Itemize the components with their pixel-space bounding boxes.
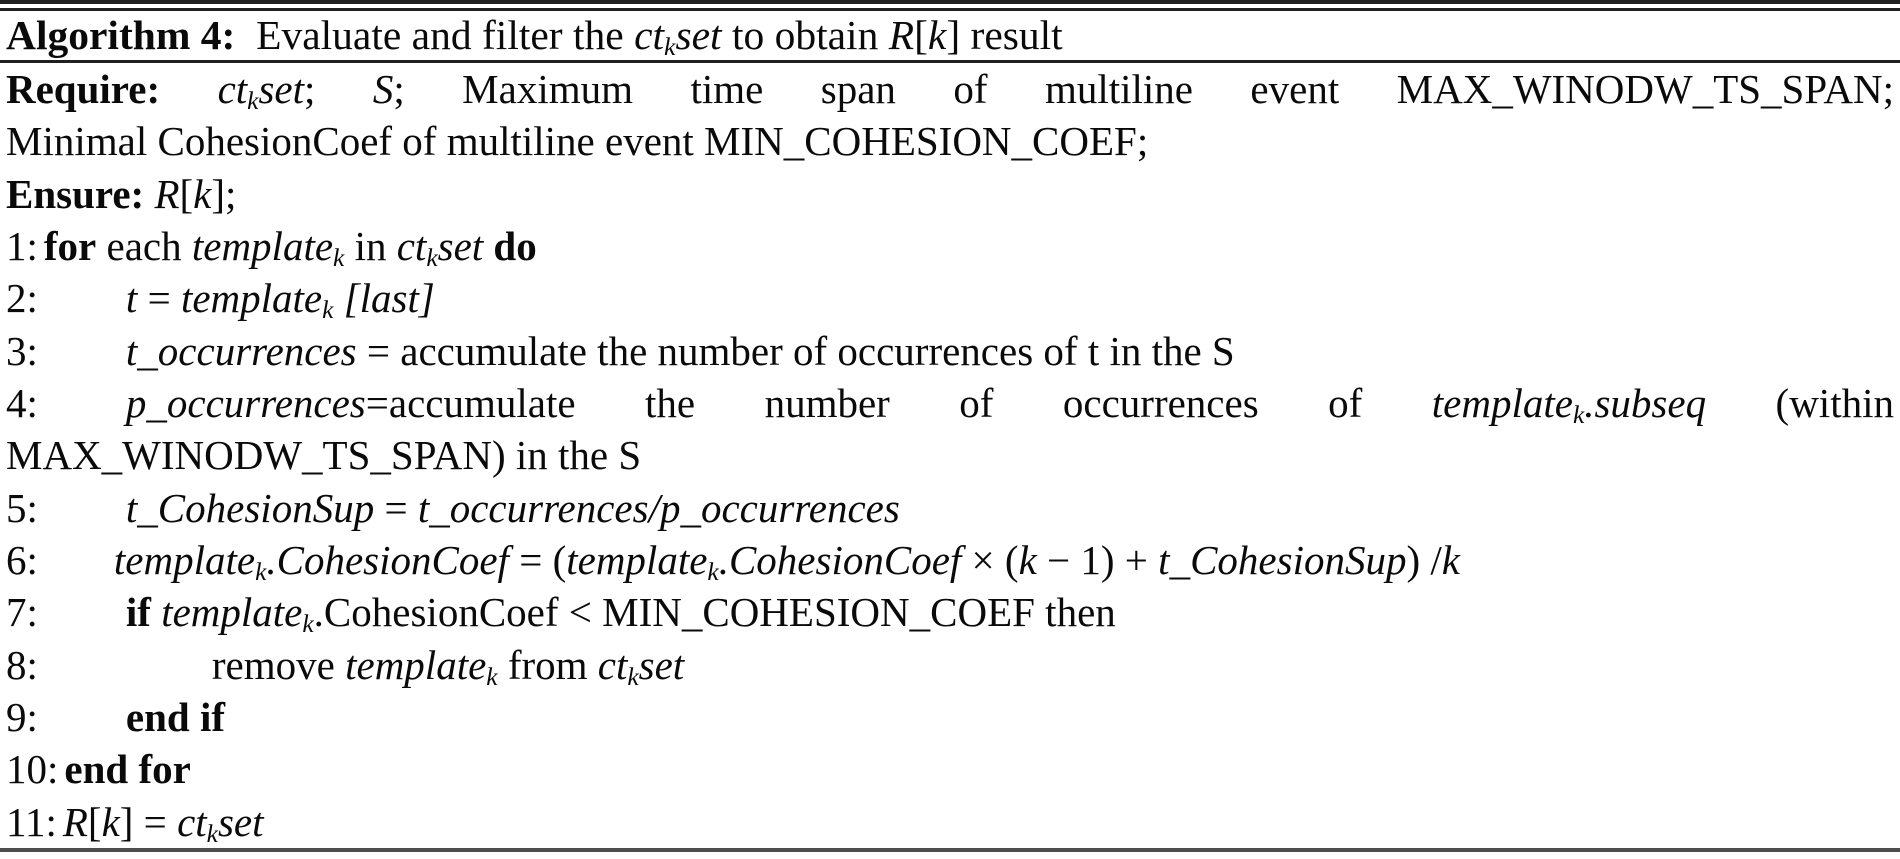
text-segment: for [43,222,97,269]
text-segment: remove [211,641,346,688]
text-segment: template [180,275,323,322]
subscript: k [206,819,218,848]
algorithm-line-line-9 [6,691,1894,743]
algorithm-line-line-3 [6,325,1894,377]
text-segment: set [258,66,304,112]
text-segment: R [154,170,180,217]
algorithm-line-line-4 [6,377,1894,429]
subscript: k [707,558,719,587]
text-segment: [ [333,275,360,322]
text-segment: t_occurrences [417,484,649,531]
text-segment: to obtain [721,12,889,58]
bottom-rule [0,848,1900,852]
text-segment: set [217,798,264,845]
text-segment: =accumulate the number of occurrences of [365,379,1432,426]
text-segment: Ensure: [6,170,145,217]
algorithm-line-require-continued [6,115,1894,167]
line-number: 6: [6,536,38,583]
text-segment: ; Maximum time span of multiline event MAX_WINODW_TS_SPAN; [393,66,1895,112]
text-segment: last [359,275,419,322]
indent-spacer [38,730,126,731]
text-segment: ct [597,641,628,688]
algorithm-line-line-11 [6,796,1894,848]
algorithm-line-line-2 [6,272,1894,324]
text-segment: [ [179,170,194,217]
text-segment: template [1431,379,1573,426]
text-segment: .CohesionCoef < MIN_COHESION_COEF then [313,589,1116,636]
text-segment: p_occurrences [659,484,900,531]
line-number: 3: [6,327,38,374]
algorithm-line-line-5 [6,482,1894,534]
text-segment: ] [946,12,961,58]
text-segment: end for [64,746,191,793]
text-segment: .CohesionCoef [266,536,509,583]
text-segment: template [161,589,303,636]
text-segment: = [374,484,418,531]
line-number: 9: [6,693,38,740]
text-segment: t [125,275,138,322]
text-segment: k [927,12,947,58]
text-segment: R [888,12,915,58]
subscript: k [627,662,639,691]
algorithm-title [0,11,1900,60]
subscript: k [1572,401,1585,430]
text-segment: do [493,222,537,269]
text-segment: t_CohesionSup [1158,536,1407,583]
text-segment: k [193,170,212,217]
text-segment: t_occurrences [125,327,357,374]
text-segment: / [648,484,660,531]
subscript: k [486,662,498,691]
text-segment: .CohesionCoef [718,536,962,583]
text-segment: set [675,12,722,58]
line-number: 8: [6,641,38,688]
text-segment: = accumulate the number of occurrences of t in the S [356,327,1235,374]
indent-spacer [38,625,126,626]
indent-spacer [38,311,126,312]
subscript: k [333,244,345,273]
text-segment: [ [87,798,102,845]
text-segment: ] = [119,798,178,845]
text-segment: if [125,589,151,636]
indent-spacer [38,416,126,417]
algorithm-line-ensure [6,168,1894,220]
text-segment: ct [396,222,427,269]
line-number: 5: [6,484,38,531]
subscript: k [322,296,334,325]
text-segment: − 1) + [1036,536,1159,583]
line-number: 10: [6,746,59,793]
text-segment [151,589,161,635]
text-segment: [ [914,12,928,58]
text-segment: Require: [6,66,161,112]
text-segment: Minimal CohesionCoef of multiline event MIN_COHESION_COEF; [6,118,1149,165]
indent-spacer [38,364,126,365]
text-segment: ] [418,275,435,322]
line-number: 2: [6,275,38,322]
text-segment: = [137,275,181,322]
text-segment: set [437,222,484,269]
text-segment: ct [217,66,248,112]
text-segment: end if [125,693,226,740]
text-segment: result [960,12,1063,58]
line-number: 1: [6,222,38,269]
text-segment: ) / [1406,536,1442,583]
subscript: k [302,610,314,639]
text-segment: t_CohesionSup [125,484,375,531]
text-segment: k [1018,536,1037,583]
text-segment: R [62,798,88,845]
indent-spacer [38,521,126,522]
text-segment [144,171,154,217]
algorithm-line-line-6 [6,534,1894,586]
algorithm-line-line-7 [6,586,1894,638]
text-segment: ct [634,12,665,58]
algorithm-body [0,63,1900,848]
text-segment: p_occurrences [125,379,366,426]
text-segment [483,223,493,269]
subscript: k [247,87,259,116]
algorithm-line-line-10 [6,743,1894,795]
text-segment: (within [1706,379,1894,426]
text-segment: ; [304,66,373,112]
text-segment: template [566,536,708,583]
text-segment: k [1441,536,1460,583]
text-segment: in [344,222,397,269]
subscript: k [255,558,267,587]
text-segment: set [638,641,685,688]
text-segment: Algorithm 4: [6,12,236,58]
text-segment [160,66,217,112]
algorithm-line-require [6,63,1894,115]
algorithm-line-line-4-continued [6,429,1894,481]
indent-spacer [38,678,212,679]
text-segment: each [96,222,192,269]
text-segment: = ( [508,536,567,583]
text-segment: S [372,66,394,112]
text-segment: .subseq [1584,379,1707,426]
line-number: 4: [6,379,38,426]
line-number: 7: [6,589,38,636]
text-segment: ct [177,798,207,845]
indent-spacer [38,573,114,574]
text-segment: template [345,641,487,688]
text-segment: MAX_WINODW_TS_SPAN) in the S [6,432,642,479]
algorithm-line-line-8 [6,639,1894,691]
line-number: 11: [6,798,57,845]
subscript: k [664,32,676,62]
text-segment: Evaluate and filter the [235,12,635,58]
subscript: k [426,244,438,273]
text-segment: × ( [961,536,1019,583]
algorithm-line-line-1 [6,220,1894,272]
text-segment: from [497,641,598,688]
text-segment: k [101,798,120,845]
text-segment: ]; [211,170,237,217]
text-segment: template [191,222,334,269]
text-segment: template [113,536,256,583]
top-rule-outer [0,0,1900,4]
